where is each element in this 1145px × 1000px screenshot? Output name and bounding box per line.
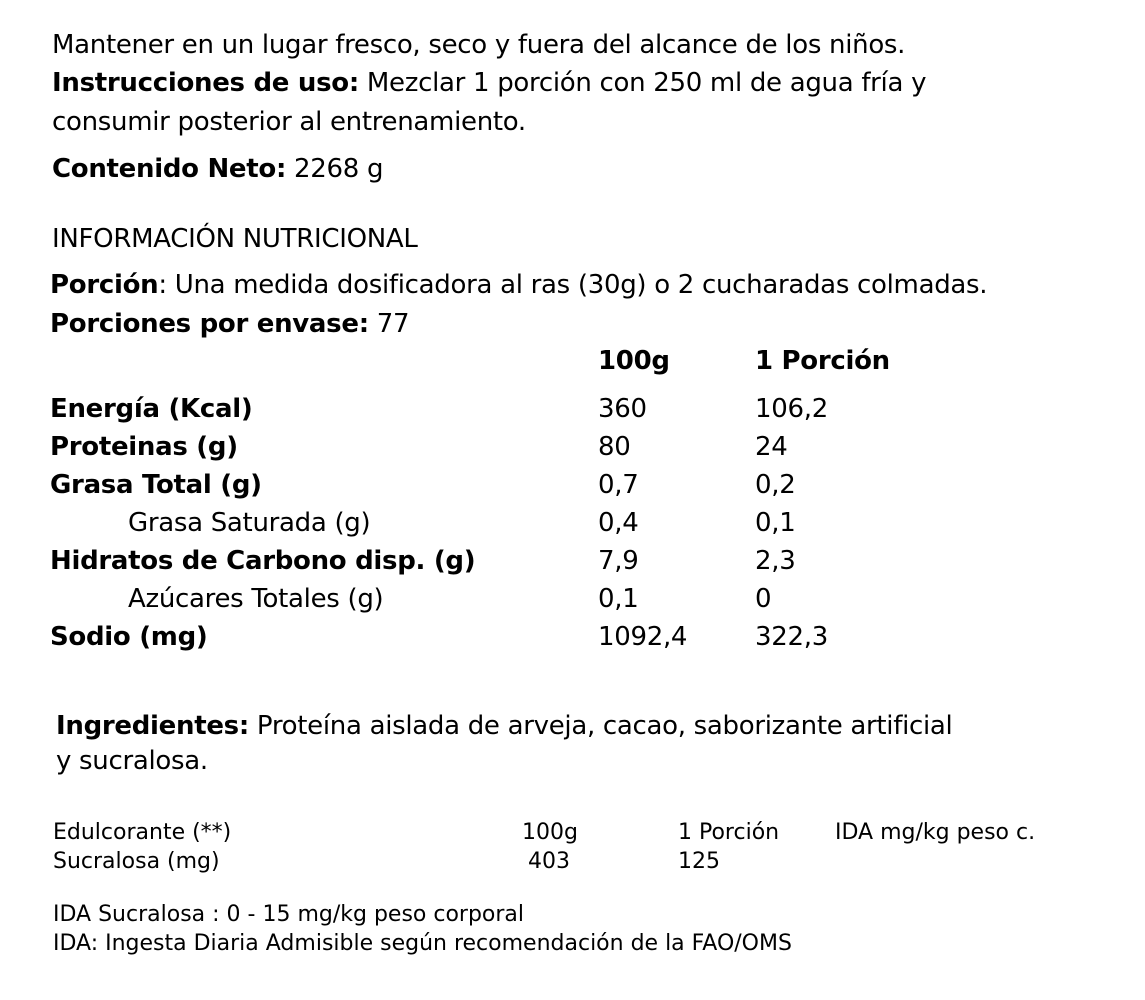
nutrient-perportion-saturated-fat: 0,1 <box>755 508 796 538</box>
usage-text-line1: Mezclar 1 porción con 250 ml de agua fría y <box>358 68 927 98</box>
net-content-label: Contenido Neto: <box>52 154 287 184</box>
sweetener-header-name: Edulcorante (**) <box>53 820 232 845</box>
nutrient-label-sodium: Sodio (mg) <box>50 622 208 652</box>
nutrient-per100-energy: 360 <box>598 394 647 424</box>
nutrient-label-energy: Energía (Kcal) <box>50 394 253 424</box>
ingredients-text-line1: Proteína aislada de arveja, cacao, saborizante artificial <box>248 711 953 741</box>
nutrient-label-carbohydrates: Hidratos de Carbono disp. (g) <box>50 546 476 576</box>
ingredients-label: Ingredientes: <box>56 711 249 741</box>
nutrient-perportion-total-sugars: 0 <box>755 584 772 614</box>
nutrient-label-protein: Proteinas (g) <box>50 432 238 462</box>
column-header-portion: 1 Porción <box>755 346 890 376</box>
nutrient-per100-sodium: 1092,4 <box>598 622 688 652</box>
servings-label: Porciones por envase: <box>50 309 369 339</box>
sweetener-row-portion: 125 <box>678 849 720 874</box>
sweetener-row-100g: 403 <box>528 849 570 874</box>
nutrient-per100-total-fat: 0,7 <box>598 470 639 500</box>
usage-instructions <box>52 68 926 98</box>
nutrient-per100-protein: 80 <box>598 432 631 462</box>
ingredients-text-line2: y sucralosa. <box>56 746 208 776</box>
footnote-ida-sucralose: IDA Sucralosa : 0 - 15 mg/kg peso corporal <box>53 902 525 927</box>
sweetener-header-100g: 100g <box>522 820 578 845</box>
portion-label: Porción <box>50 270 159 300</box>
nutrient-perportion-protein: 24 <box>755 432 788 462</box>
nutrient-label-total-fat: Grasa Total (g) <box>50 470 262 500</box>
nutrient-per100-carbohydrates: 7,9 <box>598 546 639 576</box>
net-content-value: 2268 g <box>286 154 384 184</box>
net-content <box>52 154 383 184</box>
sweetener-header-ida: IDA mg/kg peso c. <box>835 820 1036 845</box>
ingredients <box>56 711 953 741</box>
storage-instructions: Mantener en un lugar fresco, seco y fuera del alcance de los niños. <box>52 30 906 60</box>
nutrient-perportion-energy: 106,2 <box>755 394 828 424</box>
footnote-ida-definition: IDA: Ingesta Diaria Admisible según recomendación de la FAO/OMS <box>53 931 792 956</box>
sweetener-row-name: Sucralosa (mg) <box>53 849 220 874</box>
nutrient-perportion-sodium: 322,3 <box>755 622 828 652</box>
servings-per-container <box>50 309 409 339</box>
portion-description <box>50 270 987 300</box>
sweetener-header-portion: 1 Porción <box>678 820 780 845</box>
portion-text: : Una medida dosificadora al ras (30g) o 2 cucharadas colmadas. <box>158 270 988 300</box>
servings-value: 77 <box>368 309 410 339</box>
nutrient-perportion-carbohydrates: 2,3 <box>755 546 796 576</box>
nutrient-label-saturated-fat: Grasa Saturada (g) <box>128 508 371 538</box>
usage-label: Instrucciones de uso: <box>52 68 359 98</box>
nutrient-per100-total-sugars: 0,1 <box>598 584 639 614</box>
nutrient-perportion-total-fat: 0,2 <box>755 470 796 500</box>
nutrient-label-total-sugars: Azúcares Totales (g) <box>128 584 384 614</box>
nutrient-per100-saturated-fat: 0,4 <box>598 508 639 538</box>
usage-text-line2: consumir posterior al entrenamiento. <box>52 107 526 137</box>
column-header-100g: 100g <box>598 346 670 376</box>
nutrition-title: INFORMACIÓN NUTRICIONAL <box>52 224 418 254</box>
